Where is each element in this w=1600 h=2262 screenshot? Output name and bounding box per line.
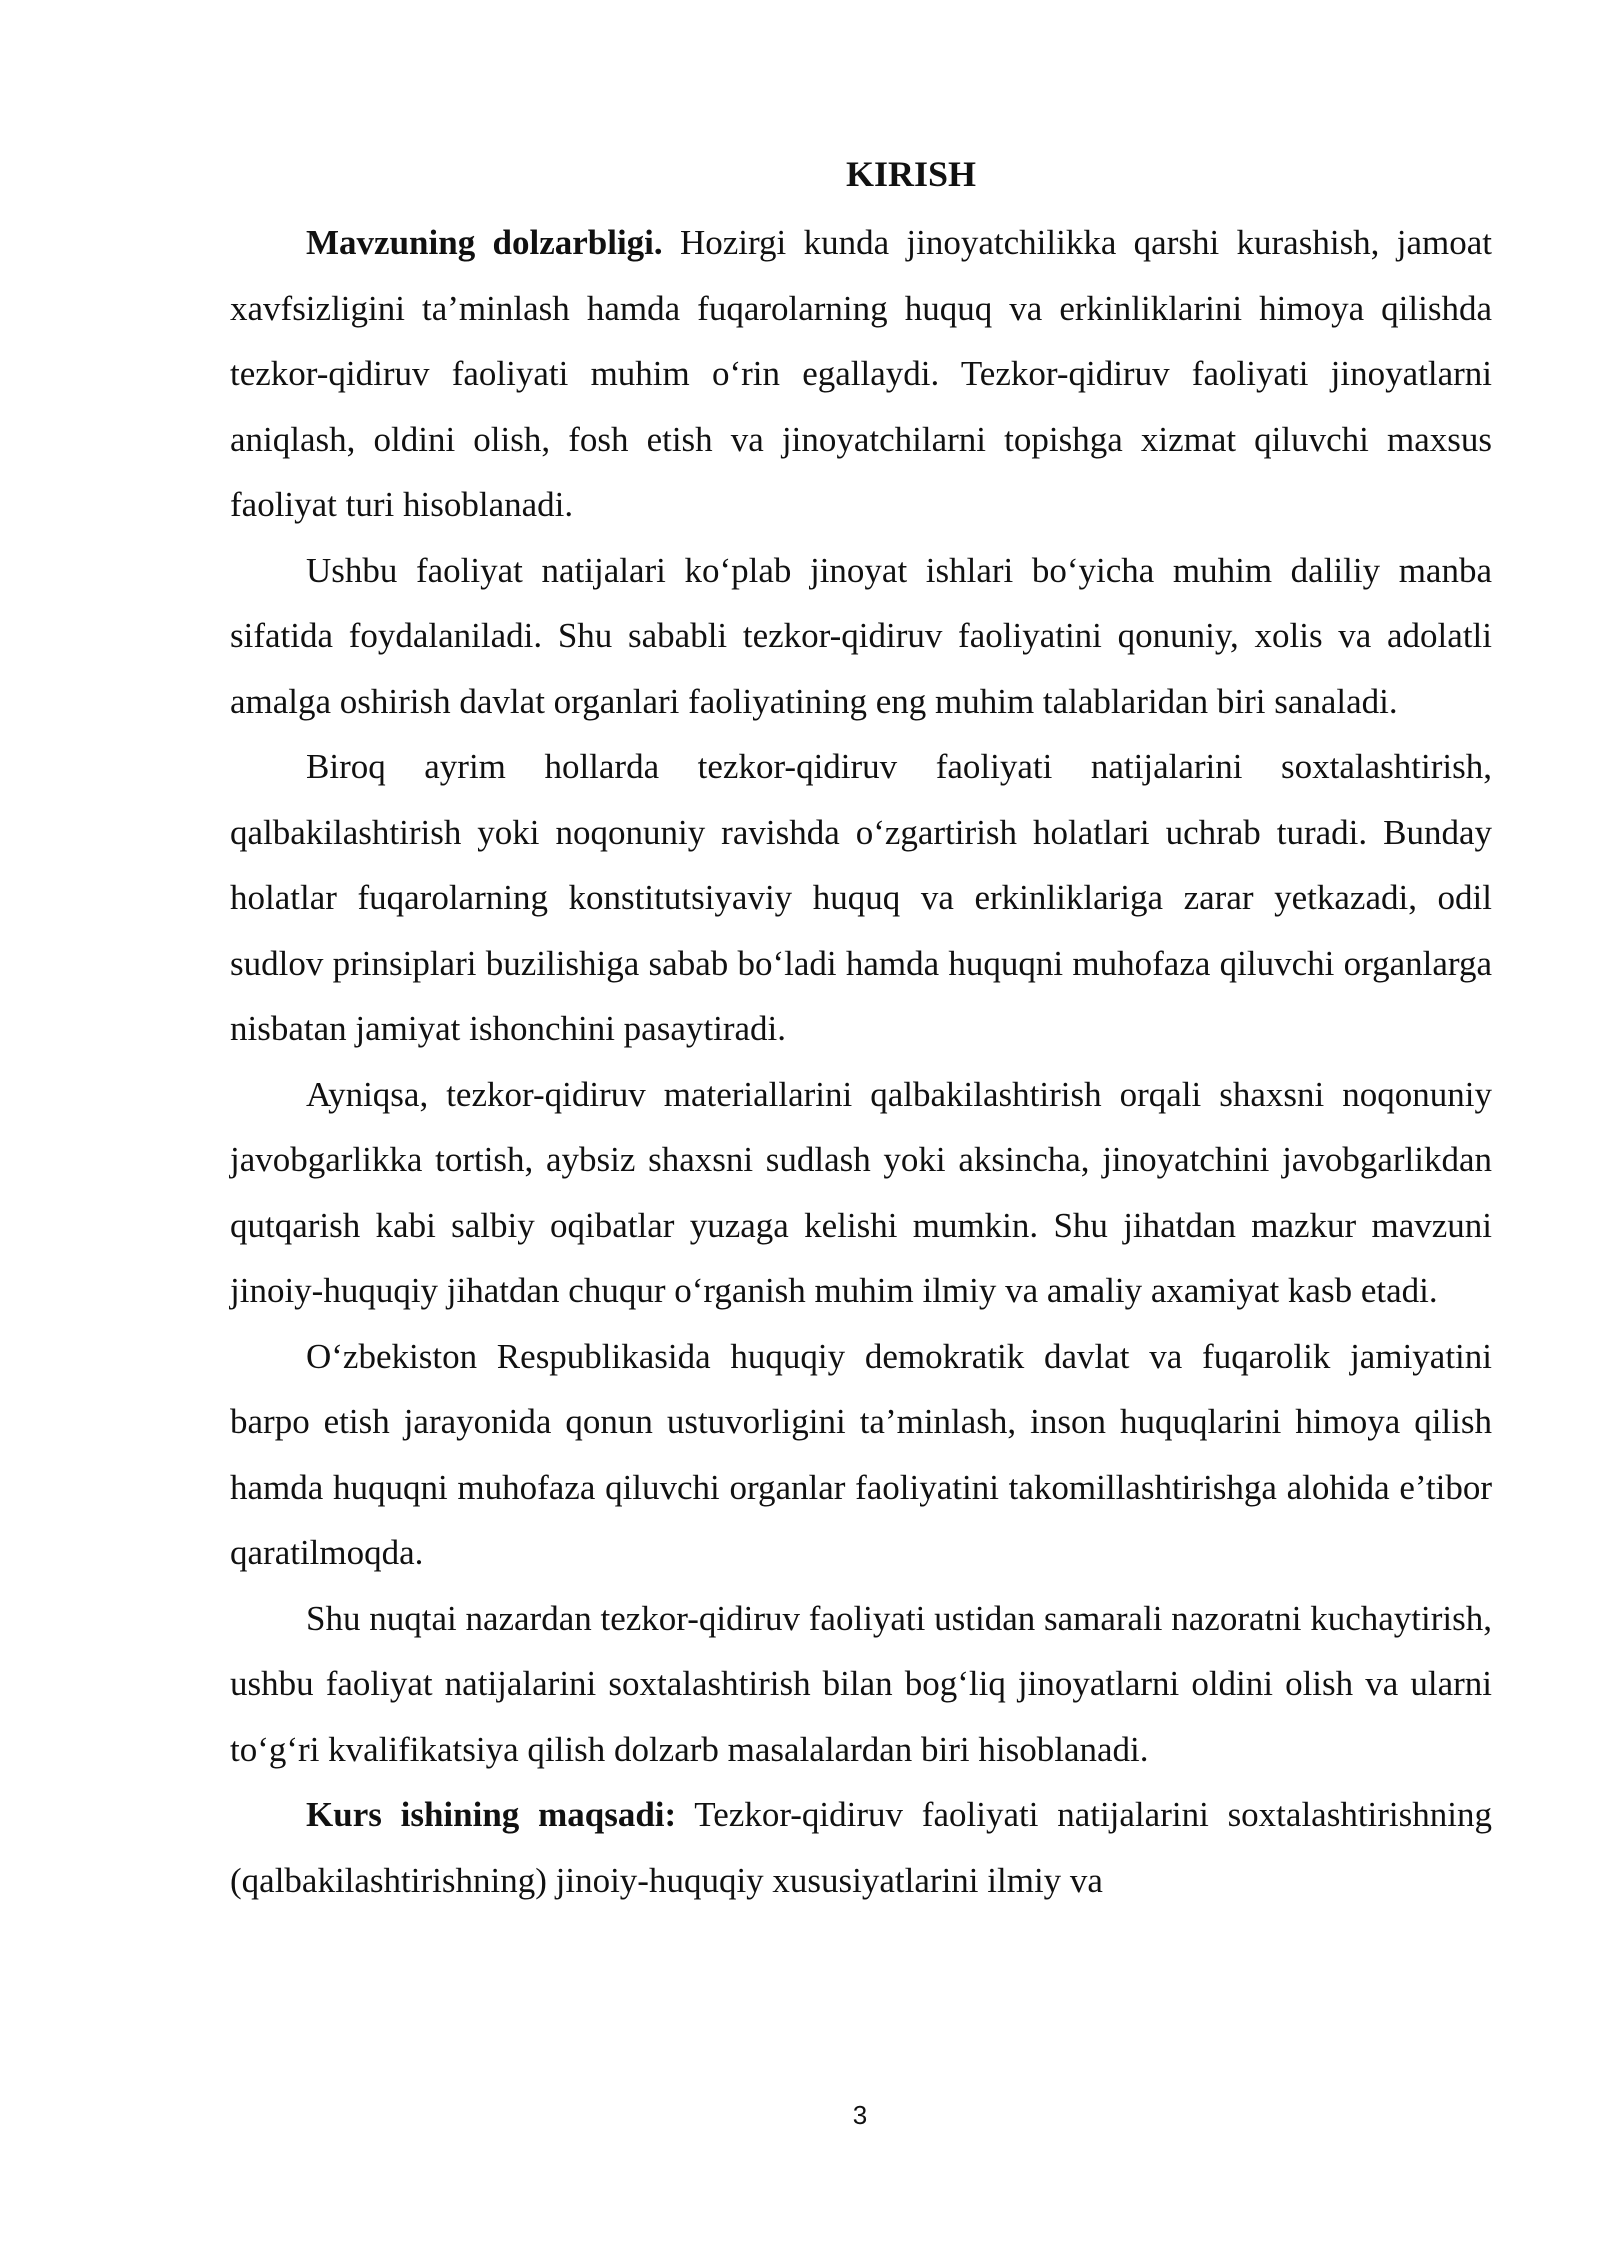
- paragraph: [230, 538, 1492, 735]
- paragraph-text: Biroq ayrim hollarda tezkor-qidiruv faoliyati natijalarini soxtalashtirish, qalbakilashtirish yoki noqonuniy ravishda o‘zgartirish holatlari uchrab turadi. Bunday holatlar fuqarolarning konstitutsiyaviy huquq va erkinliklariga zarar yetkazadi, odil sudlov prinsiplari buzilishiga sabab bo‘ladi hamda huquqni muhofaza qiluvchi organlarga nisbatan jamiyat ishonchini pasaytiradi.: [230, 747, 1492, 1048]
- paragraph: [230, 1062, 1492, 1324]
- paragraph: [230, 1324, 1492, 1586]
- paragraph-text: Shu nuqtai nazardan tezkor-qidiruv faoliyati ustidan samarali nazoratni kuchaytirish, ushbu faoliyat natijalarini soxtalashtirish bilan bog‘liq jinoyatlarni oldini olish va ularni to‘g‘ri kvalifikatsiya qilish dolzarb masalalardan biri hisoblanadi.: [230, 1598, 1493, 1769]
- paragraph-relevance: [230, 210, 1492, 538]
- paragraph-goal: [230, 1782, 1492, 1913]
- paragraph-text: Ayniqsa, tezkor-qidiruv materiallarini qalbakilashtirish orqali shaxsni noqonuniy javobgarlikka tortish, aybsiz shaxsni sudlash yoki aksincha, jinoyatchini javobgarlikdan qutqarish kabi salbiy oqibatlar yuzaga kelishi mumkin. Shu jihatdan mazkur mavzuni jinoiy-huquqiy jihatdan chuqur o‘rganish muhim ilmiy va amaliy axamiyat kasb etadi.: [230, 1074, 1492, 1310]
- section-title: KIRISH: [845, 154, 977, 194]
- paragraph-text: Hozirgi kunda jinoyatchilikka qarshi kurashish, jamoat xavfsizligini ta’minlash hamda fuqarolarning huquq va erkinliklarini himoya qilishda tezkor-qidiruv faoliyati muhim o‘rin egallaydi. Tezkor-qidiruv faoliyati jinoyatlarni aniqlash, oldini olish, fosh etish va jinoyatchilarni topishga xizmat qiluvchi maxsus faoliyat turi hisoblanadi.: [230, 223, 1492, 524]
- page-number: 3: [852, 2100, 868, 2130]
- paragraph-text: O‘zbekiston Respublikasida huquqiy demokratik davlat va fuqarolik jamiyatini barpo etish jarayonida qonun ustuvorligini ta’minlash, inson huquqlarini himoya qilish hamda huquqni muhofaza qiluvchi organlar faoliyatini takomillashtirishga alohida e’tibor qaratilmoqda.: [230, 1336, 1492, 1572]
- paragraph-text: Tezkor-qidiruv faoliyati natijalarini soxtalashtirishning (qalbakilashtirishning) jinoiy-huquqiy xususiyatlarini ilmiy va: [230, 1795, 1492, 1900]
- paragraph-text: Ushbu faoliyat natijalari ko‘plab jinoyat ishlari bo‘yicha muhim daliliy manba sifatida foydalaniladi. Shu sababli tezkor-qidiruv faoliyatini qonuniy, xolis va adolatli amalga oshirish davlat organlari faoliyatining eng muhim talablaridan biri sanaladi.: [230, 550, 1492, 721]
- paragraph: [230, 1586, 1492, 1783]
- paragraph-lead: Mavzuning dolzarbligi.: [306, 223, 663, 262]
- document-page: [230, 148, 1492, 1913]
- paragraph: [230, 734, 1492, 1062]
- paragraph-lead: Kurs ishining maqsadi:: [306, 1795, 677, 1834]
